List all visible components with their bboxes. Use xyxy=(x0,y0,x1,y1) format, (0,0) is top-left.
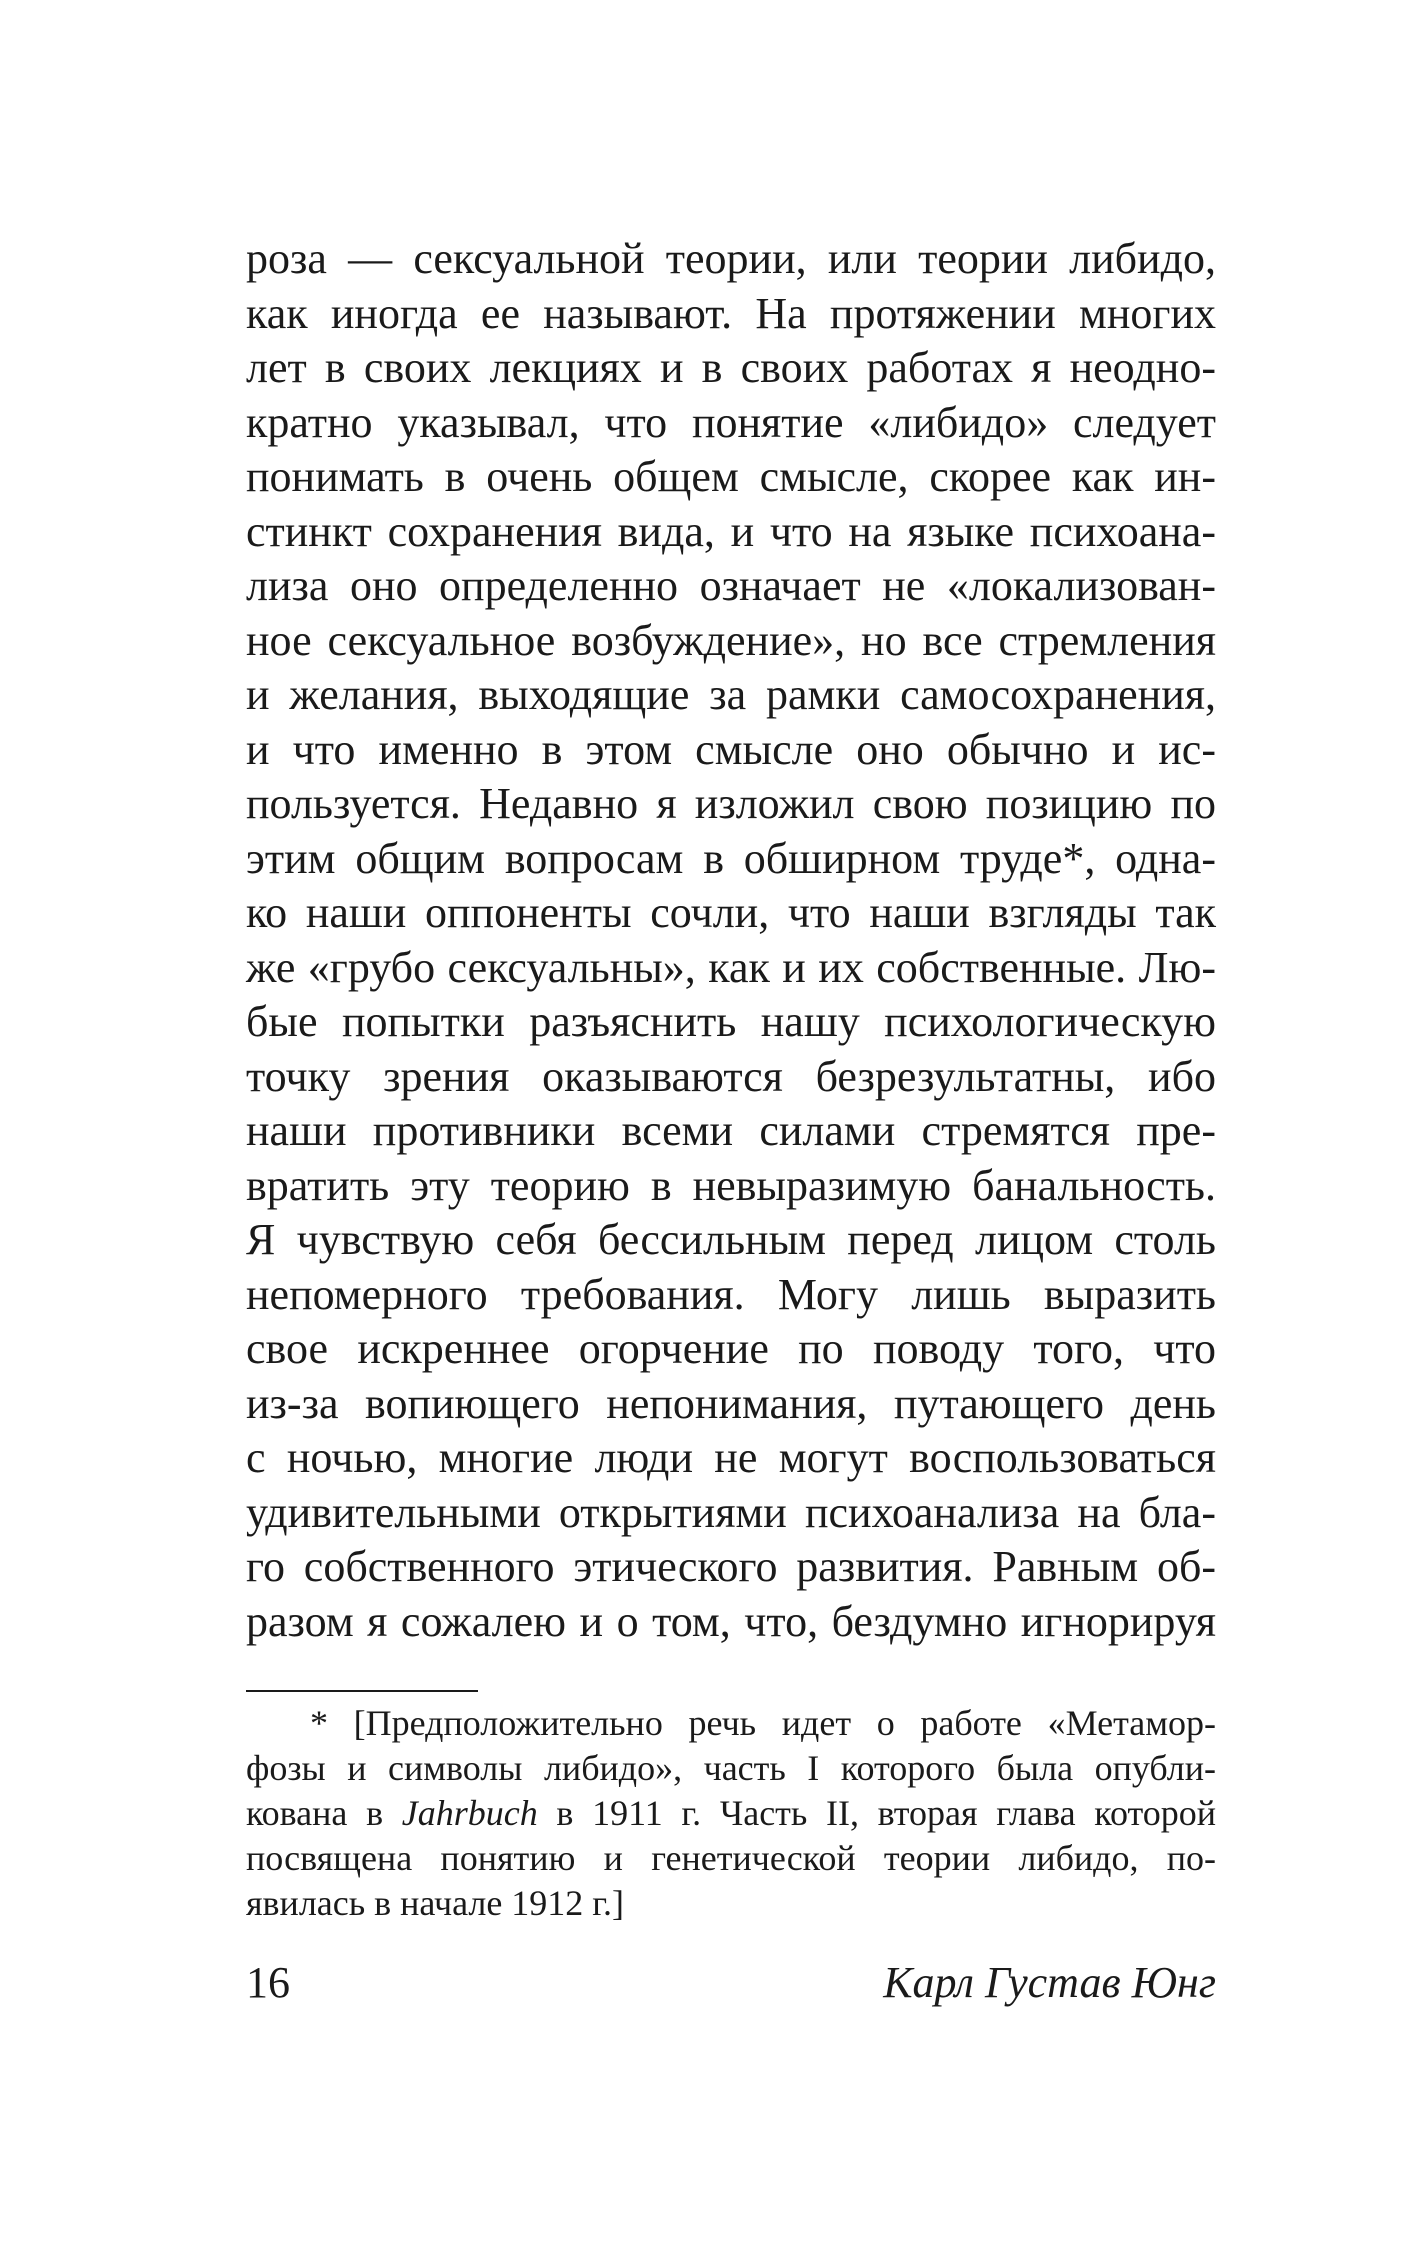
text-line: роза — сексуальной теории, или теории либидо, xyxy=(246,234,1216,283)
text-line: ное сексуальное возбуждение», но все стремления xyxy=(246,615,1216,665)
text-line: ко наши оппоненты сочли, что наши взгляды так xyxy=(246,888,1216,937)
text-line: кратно указывал, что понятие «либидо» следует xyxy=(246,397,1216,447)
footnote-text: кована в xyxy=(246,1793,402,1833)
page-footer xyxy=(246,1955,1216,2011)
text-line: бые попытки разъяснить нашу психологическую xyxy=(246,997,1216,1046)
text-line: свое искреннее огорчение по поводу того, что xyxy=(246,1324,1216,1373)
text-line: стинкт сохранения вида, и что на языке психоана- xyxy=(246,506,1216,556)
text-line: вратить эту теорию в невыразимую банальность. xyxy=(246,1160,1216,1210)
footnote-line: * [Предположительно речь идет о работе «Метамор- xyxy=(310,1703,1216,1743)
text-line: удивительными открытиями психоанализа на бла- xyxy=(246,1487,1216,1537)
text-line: понимать в очень общем смысле, скорее как ин- xyxy=(246,452,1216,501)
text-line: из-за вопиющего непонимания, путающего день xyxy=(246,1378,1216,1428)
footnote xyxy=(246,1701,1216,1926)
text-line: го собственного этического развития. Равным об- xyxy=(246,1542,1216,1591)
journal-title: Jahrbuch xyxy=(401,1793,538,1833)
footnote-line: посвящена понятию и генетической теории либидо, по- xyxy=(246,1838,1216,1878)
text-line: точку зрения оказываются безрезультатны, ибо xyxy=(246,1051,1216,1101)
text-line: разом я сожалею и о том, что, бездумно игнорируя xyxy=(246,1596,1216,1646)
text-line: же «грубо сексуальны», как и их собственные. Лю- xyxy=(246,942,1216,992)
footnote-line: явилась в начале 1912 г.] xyxy=(246,1883,624,1923)
text-line: с ночью, многие люди не могут воспользоваться xyxy=(246,1433,1216,1482)
footnote-line xyxy=(246,1791,1216,1836)
page-number: 16 xyxy=(246,1958,290,2007)
text-line: и что именно в этом смысле оно обычно и ис- xyxy=(246,724,1216,774)
running-head-author: Карл Густав Юнг xyxy=(883,1958,1216,2007)
footnote-divider xyxy=(246,1690,478,1692)
text-line: пользуется. Недавно я изложил свою позицию по xyxy=(246,779,1216,828)
text-line: лет в своих лекциях и в своих работах я неодно- xyxy=(246,343,1216,392)
main-text xyxy=(246,232,1216,1649)
text-line: лиза оно определенно означает не «локализован- xyxy=(246,561,1216,610)
text-line: Я чувствую себя бессильным перед лицом столь xyxy=(246,1215,1216,1264)
footnote-text: в 1911 г. Часть II, вторая глава которой xyxy=(537,1793,1216,1833)
text-line: этим общим вопросам в обширном труде*, одна- xyxy=(246,833,1216,883)
text-line: и желания, выходящие за рамки самосохранения, xyxy=(246,670,1216,719)
text-line: как иногда ее называют. На протяжении многих xyxy=(246,288,1216,338)
text-line: непомерного требования. Могу лишь выразить xyxy=(246,1269,1216,1319)
text-line: наши противники всеми силами стремятся пре- xyxy=(246,1106,1216,1155)
footnote-line: фозы и символы либидо», часть I которого была опубли- xyxy=(246,1748,1216,1788)
